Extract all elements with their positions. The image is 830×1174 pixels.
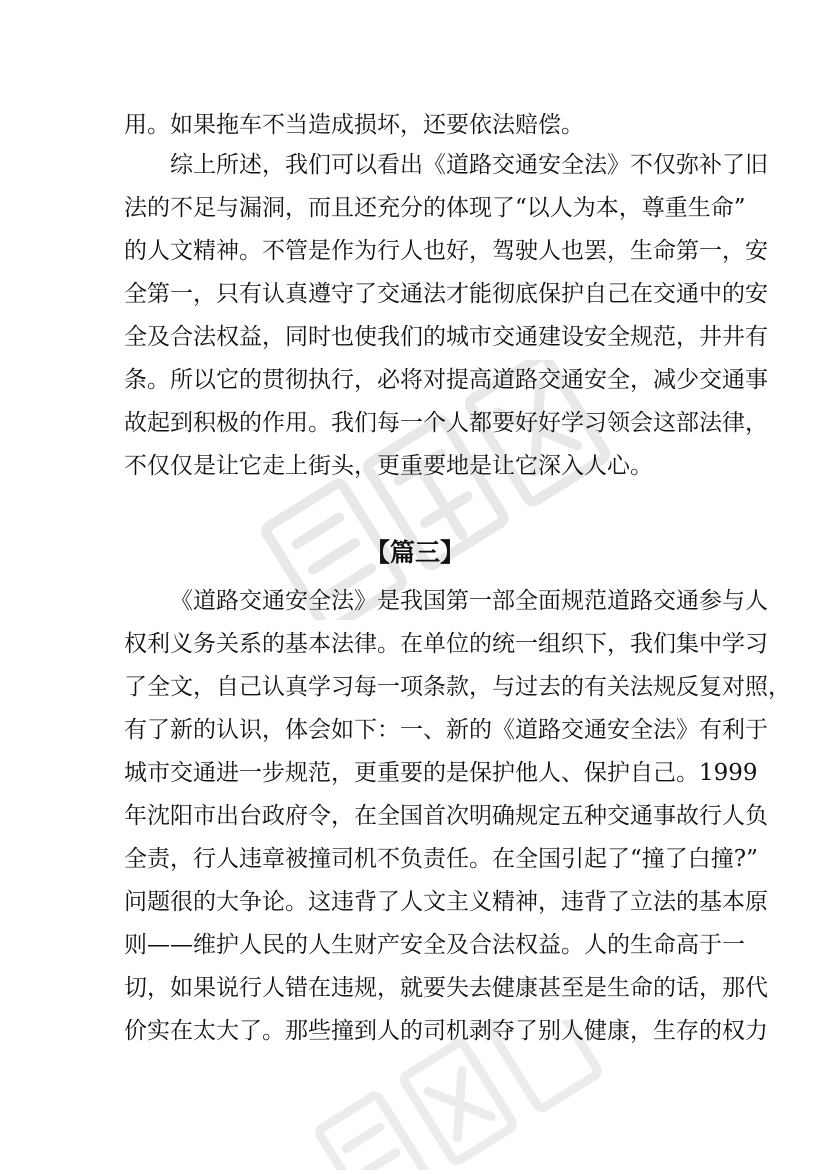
text-line: 全第一，只有认真遵守了交通法才能彻底保护自己在交通中的安 [124, 281, 768, 307]
text-line: 问题很的大争论。这违背了人文主义精神，违背了立法的基本原 [124, 889, 768, 915]
text-line: 了全文，自己认真学习每一项条款，与过去的有关法规反复对照， [124, 674, 791, 700]
text-line: 全及合法权益，同时也使我们的城市交通建设安全规范，井井有 [124, 324, 768, 350]
text-line: 故起到积极的作用。我们每一个人都要好好学习领会这部法律， [124, 410, 768, 436]
text-line: 切，如果说行人错在违规，就要失去健康甚至是生命的话，那代 [124, 975, 768, 1001]
text-line: 综上所述，我们可以看出《道路交通安全法》不仅弥补了旧 [170, 152, 768, 178]
text-line: 则——维护人民的人生财产安全及合法权益。人的生命高于一 [124, 932, 745, 958]
text-line: 有了新的认识，体会如下：一、新的《道路交通安全法》有利于 [124, 717, 768, 743]
text-line: 法的不足与漏洞，而且还充分的体现了“以人为本，尊重生命” [124, 195, 746, 221]
watermark-logo-icon [230, 360, 650, 620]
text-line: 用。如果拖车不当造成损坏，还要依法赔偿。 [124, 112, 584, 138]
section-heading: 【篇三】 [364, 538, 465, 567]
text-line: 年沈阳市出台政府令，在全国首次明确规定五种交通事故行人负 [124, 803, 768, 829]
text-line: 条。所以它的贯彻执行，必将对提高道路交通安全，减少交通事 [124, 367, 768, 393]
text-line: 城市交通进一步规范，更重要的是保护他人、保护自己。1999 [124, 760, 758, 786]
text-line: 的人文精神。不管是作为行人也好，驾驶人也罢，生命第一，安 [124, 238, 768, 264]
text-line: 权利义务关系的基本法律。在单位的统一组织下，我们集中学习 [124, 631, 768, 657]
text-line: 全责，行人违章被撞司机不负责任。在全国引起了“撞了白撞?” [124, 846, 758, 872]
text-line: 不仅仅是让它走上街头，更重要地是让它深入人心。 [124, 453, 653, 479]
text-line: 《道路交通安全法》是我国第一部全面规范道路交通参与人 [170, 588, 768, 614]
text-line: 价实在太大了。那些撞到人的司机剥夺了别人健康，生存的权力 [124, 1018, 768, 1044]
